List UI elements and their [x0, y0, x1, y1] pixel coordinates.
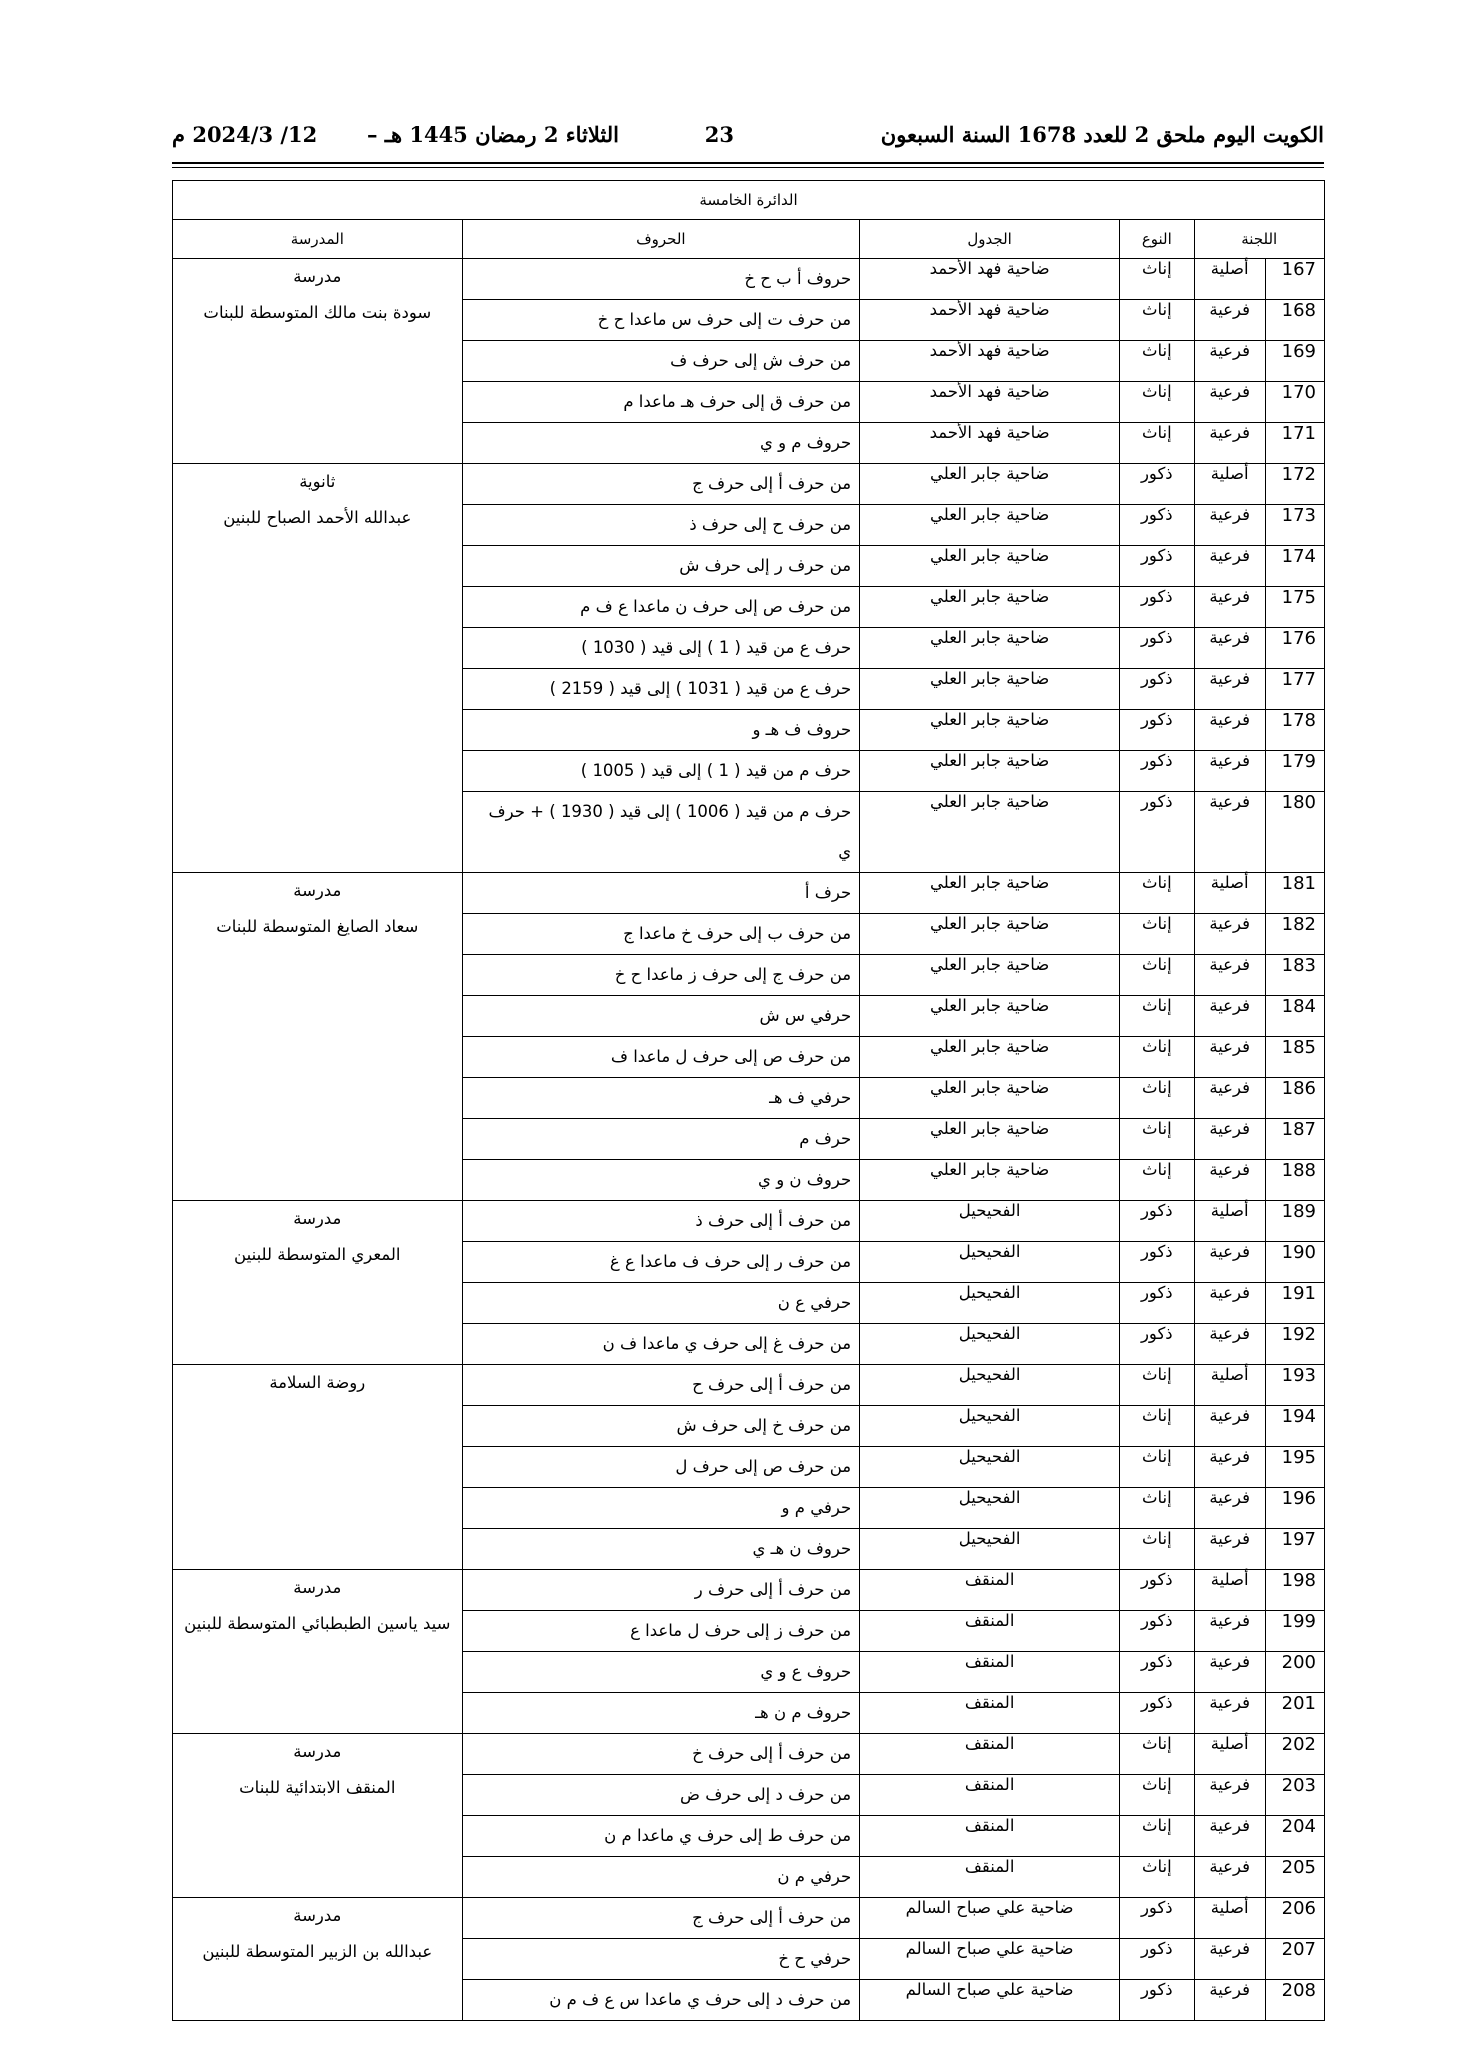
area-cell: ضاحية جابر العلي [860, 669, 1120, 710]
gender-cell: ذكور [1120, 464, 1194, 505]
committee-type: فرعية [1194, 996, 1265, 1037]
col-header-committee: اللجنة [1194, 220, 1324, 259]
committee-number: 191 [1265, 1283, 1324, 1324]
area-cell: ضاحية جابر العلي [860, 546, 1120, 587]
letters-cell: حرف ع من قيد ( 1031 ) إلى قيد ( 2159 ) [462, 669, 860, 710]
gender-cell: ذكور [1120, 628, 1194, 669]
area-cell: ضاحية جابر العلي [860, 792, 1120, 873]
committee-number: 198 [1265, 1570, 1324, 1611]
area-cell: ضاحية علي صباح السالم [860, 1980, 1120, 2021]
table-row [173, 1734, 1325, 1775]
committee-type: فرعية [1194, 1816, 1265, 1857]
committee-number: 208 [1265, 1980, 1324, 2021]
committee-number: 178 [1265, 710, 1324, 751]
committee-type: فرعية [1194, 300, 1265, 341]
committee-number: 179 [1265, 751, 1324, 792]
area-cell: ضاحية جابر العلي [860, 1119, 1120, 1160]
gender-cell: ذكور [1120, 1242, 1194, 1283]
area-cell: ضاحية جابر العلي [860, 1078, 1120, 1119]
committee-number: 181 [1265, 873, 1324, 914]
gender-cell: ذكور [1120, 1201, 1194, 1242]
area-cell: الفحيحيل [860, 1242, 1120, 1283]
area-cell: ضاحية جابر العلي [860, 710, 1120, 751]
area-cell: المنقف [860, 1611, 1120, 1652]
letters-cell: حرف م [462, 1119, 860, 1160]
committee-type: فرعية [1194, 1242, 1265, 1283]
gender-cell: إناث [1120, 1734, 1194, 1775]
committee-type: أصلية [1194, 1734, 1265, 1775]
committee-number: 190 [1265, 1242, 1324, 1283]
letters-cell: من حرف ب إلى حرف خ ماعدا ج [462, 914, 860, 955]
committee-type: فرعية [1194, 1529, 1265, 1570]
committee-type: فرعية [1194, 1775, 1265, 1816]
letters-cell: من حرف أ إلى حرف ج [462, 464, 860, 505]
gender-cell: ذكور [1120, 587, 1194, 628]
area-cell: الفحيحيل [860, 1324, 1120, 1365]
area-cell: الفحيحيل [860, 1283, 1120, 1324]
letters-cell: حروف ع و ي [462, 1652, 860, 1693]
letters-cell: حروف م و ي [462, 423, 860, 464]
gender-cell: إناث [1120, 1775, 1194, 1816]
school-cell [173, 1898, 463, 2021]
area-cell: ضاحية فهد الأحمد [860, 300, 1120, 341]
letters-cell: من حرف ح إلى حرف ذ [462, 505, 860, 546]
committee-number: 168 [1265, 300, 1324, 341]
gender-cell: إناث [1120, 873, 1194, 914]
committee-type: أصلية [1194, 259, 1265, 300]
committee-number: 193 [1265, 1365, 1324, 1406]
gender-cell: إناث [1120, 1406, 1194, 1447]
committee-type: أصلية [1194, 464, 1265, 505]
area-cell: ضاحية جابر العلي [860, 464, 1120, 505]
letters-cell: حروف ن و ي [462, 1160, 860, 1201]
col-header-letters: الحروف [462, 220, 860, 259]
letters-cell: من حرف د إلى حرف ي ماعدا س ع ف م ن [462, 1980, 860, 2021]
committee-type: فرعية [1194, 546, 1265, 587]
committee-type: فرعية [1194, 341, 1265, 382]
table-title: الدائرة الخامسة [173, 181, 1325, 220]
col-header-school: المدرسة [173, 220, 463, 259]
committee-type: فرعية [1194, 710, 1265, 751]
gender-cell: إناث [1120, 1037, 1194, 1078]
committee-number: 197 [1265, 1529, 1324, 1570]
committee-number: 182 [1265, 914, 1324, 955]
committee-type: فرعية [1194, 1939, 1265, 1980]
school-line-2: عبدالله بن الزبير المتوسطة للبنين [202, 1942, 433, 1961]
letters-cell: من حرف ص إلى حرف ل ماعدا ف [462, 1037, 860, 1078]
committee-number: 184 [1265, 996, 1324, 1037]
school-cell [173, 1365, 463, 1570]
header-rule [172, 162, 1324, 164]
area-cell: الفحيحيل [860, 1529, 1120, 1570]
gender-cell: إناث [1120, 1078, 1194, 1119]
table-row [173, 1570, 1325, 1611]
committee-type: فرعية [1194, 1119, 1265, 1160]
committees-table [172, 180, 1325, 2021]
school-line-1: ثانوية [299, 472, 336, 491]
letters-cell: حرفي س ش [462, 996, 860, 1037]
committee-number: 189 [1265, 1201, 1324, 1242]
committee-type: فرعية [1194, 587, 1265, 628]
letters-cell: من حرف ر إلى حرف ف ماعدا ع غ [462, 1242, 860, 1283]
gender-cell: إناث [1120, 300, 1194, 341]
gender-cell: إناث [1120, 259, 1194, 300]
letters-cell: من حرف أ إلى حرف ر [462, 1570, 860, 1611]
committee-number: 180 [1265, 792, 1324, 873]
letters-cell: من حرف ت إلى حرف س ماعدا ح خ [462, 300, 860, 341]
table-row [173, 873, 1325, 914]
committee-type: فرعية [1194, 1078, 1265, 1119]
committee-number: 188 [1265, 1160, 1324, 1201]
committee-number: 187 [1265, 1119, 1324, 1160]
gender-cell: إناث [1120, 423, 1194, 464]
school-line-2: المنقف الابتدائية للبنات [239, 1778, 396, 1797]
committee-number: 176 [1265, 628, 1324, 669]
letters-cell: حروف ن هـ ي [462, 1529, 860, 1570]
committee-number: 183 [1265, 955, 1324, 996]
committee-type: فرعية [1194, 792, 1265, 873]
gender-cell: ذكور [1120, 669, 1194, 710]
school-line-1: مدرسة [293, 1906, 342, 1925]
area-cell: المنقف [860, 1570, 1120, 1611]
letters-cell: من حرف ط إلى حرف ي ماعدا م ن [462, 1816, 860, 1857]
area-cell: ضاحية جابر العلي [860, 587, 1120, 628]
committee-type: فرعية [1194, 1611, 1265, 1652]
gender-cell: إناث [1120, 914, 1194, 955]
letters-cell: حرفي ف هـ [462, 1078, 860, 1119]
area-cell: ضاحية فهد الأحمد [860, 341, 1120, 382]
committee-type: فرعية [1194, 751, 1265, 792]
committee-type: فرعية [1194, 669, 1265, 710]
committee-number: 175 [1265, 587, 1324, 628]
letters-cell: حرف م من قيد ( 1006 ) إلى قيد ( 1930 ) + حرف ي [462, 792, 860, 873]
area-cell: المنقف [860, 1693, 1120, 1734]
committee-number: 186 [1265, 1078, 1324, 1119]
letters-cell: حرفي م و [462, 1488, 860, 1529]
gender-cell: إناث [1120, 382, 1194, 423]
committee-type: أصلية [1194, 1898, 1265, 1939]
area-cell: الفحيحيل [860, 1447, 1120, 1488]
school-cell [173, 259, 463, 464]
gender-cell: إناث [1120, 1857, 1194, 1898]
letters-cell: من حرف ش إلى حرف ف [462, 341, 860, 382]
gender-cell: ذكور [1120, 505, 1194, 546]
area-cell: ضاحية جابر العلي [860, 1037, 1120, 1078]
committee-number: 169 [1265, 341, 1324, 382]
school-line-1: مدرسة [293, 267, 342, 286]
committee-number: 202 [1265, 1734, 1324, 1775]
school-line-2: سودة بنت مالك المتوسطة للبنات [203, 303, 432, 322]
gender-cell: ذكور [1120, 751, 1194, 792]
gender-cell: إناث [1120, 1160, 1194, 1201]
gender-cell: ذكور [1120, 1611, 1194, 1652]
gender-cell: إناث [1120, 955, 1194, 996]
gender-cell: ذكور [1120, 1324, 1194, 1365]
letters-cell: حروف ف هـ و [462, 710, 860, 751]
committee-number: 204 [1265, 1816, 1324, 1857]
gender-cell: إناث [1120, 1119, 1194, 1160]
letters-cell: من حرف خ إلى حرف ش [462, 1406, 860, 1447]
area-cell: ضاحية جابر العلي [860, 914, 1120, 955]
area-cell: ضاحية جابر العلي [860, 955, 1120, 996]
area-cell: ضاحية علي صباح السالم [860, 1939, 1120, 1980]
area-cell: ضاحية علي صباح السالم [860, 1898, 1120, 1939]
col-header-area: الجدول [860, 220, 1120, 259]
committee-type: فرعية [1194, 1693, 1265, 1734]
committee-number: 205 [1265, 1857, 1324, 1898]
gregorian-date: 12/ 2024/3 م [172, 122, 318, 147]
committee-type: أصلية [1194, 873, 1265, 914]
gender-cell: ذكور [1120, 1898, 1194, 1939]
letters-cell: حرفي ح خ [462, 1939, 860, 1980]
letters-cell: من حرف ق إلى حرف هـ ماعدا م [462, 382, 860, 423]
committee-type: فرعية [1194, 382, 1265, 423]
committee-number: 167 [1265, 259, 1324, 300]
area-cell: المنقف [860, 1652, 1120, 1693]
letters-cell: حروف أ ب ح خ [462, 259, 860, 300]
table-row [173, 259, 1325, 300]
committee-number: 200 [1265, 1652, 1324, 1693]
letters-cell: من حرف د إلى حرف ض [462, 1775, 860, 1816]
hijri-date: الثلاثاء 2 رمضان 1445 هـ – [366, 122, 619, 147]
school-line-1: مدرسة [293, 881, 342, 900]
table-row [173, 1365, 1325, 1406]
area-cell: ضاحية فهد الأحمد [860, 259, 1120, 300]
gender-cell: إناث [1120, 1447, 1194, 1488]
committee-number: 194 [1265, 1406, 1324, 1447]
committee-number: 201 [1265, 1693, 1324, 1734]
school-line-2: عبدالله الأحمد الصباح للبنين [223, 508, 412, 527]
school-cell [173, 464, 463, 873]
school-cell [173, 1734, 463, 1898]
committee-type: فرعية [1194, 1324, 1265, 1365]
table-row [173, 1201, 1325, 1242]
gender-cell: ذكور [1120, 1980, 1194, 2021]
gender-cell: إناث [1120, 996, 1194, 1037]
committee-type: فرعية [1194, 628, 1265, 669]
committee-type: فرعية [1194, 1857, 1265, 1898]
table-row [173, 464, 1325, 505]
area-cell: ضاحية فهد الأحمد [860, 423, 1120, 464]
area-cell: الفحيحيل [860, 1201, 1120, 1242]
committee-number: 199 [1265, 1611, 1324, 1652]
committee-type: فرعية [1194, 1037, 1265, 1078]
area-cell: ضاحية جابر العلي [860, 873, 1120, 914]
gender-cell: إناث [1120, 1365, 1194, 1406]
gender-cell: إناث [1120, 1529, 1194, 1570]
gender-cell: ذكور [1120, 792, 1194, 873]
school-line-2: سيد ياسين الطبطبائي المتوسطة للبنين [184, 1614, 451, 1633]
area-cell: ضاحية جابر العلي [860, 1160, 1120, 1201]
committee-number: 195 [1265, 1447, 1324, 1488]
area-cell: ضاحية جابر العلي [860, 505, 1120, 546]
letters-cell: من حرف أ إلى حرف ح [462, 1365, 860, 1406]
letters-cell: حرف ع من قيد ( 1 ) إلى قيد ( 1030 ) [462, 628, 860, 669]
school-line-1: مدرسة [293, 1209, 342, 1228]
letters-cell: حرف أ [462, 873, 860, 914]
school-line-1: مدرسة [293, 1742, 342, 1761]
gender-cell: ذكور [1120, 1693, 1194, 1734]
table-body [173, 259, 1325, 2021]
gender-cell: ذكور [1120, 710, 1194, 751]
committee-number: 171 [1265, 423, 1324, 464]
committee-number: 203 [1265, 1775, 1324, 1816]
committee-type: فرعية [1194, 1283, 1265, 1324]
publication-title: الكويت اليوم ملحق 2 للعدد 1678 السنة السبعون [880, 122, 1324, 147]
area-cell: المنقف [860, 1775, 1120, 1816]
table-row [173, 1898, 1325, 1939]
area-cell: ضاحية جابر العلي [860, 751, 1120, 792]
committee-type: فرعية [1194, 1160, 1265, 1201]
letters-cell: من حرف ج إلى حرف ز ماعدا ح خ [462, 955, 860, 996]
letters-cell: من حرف ص إلى حرف ن ماعدا ع ف م [462, 587, 860, 628]
gender-cell: ذكور [1120, 1283, 1194, 1324]
committee-number: 192 [1265, 1324, 1324, 1365]
letters-cell: حرفي م ن [462, 1857, 860, 1898]
committee-type: أصلية [1194, 1570, 1265, 1611]
committee-type: فرعية [1194, 1980, 1265, 2021]
area-cell: الفحيحيل [860, 1406, 1120, 1447]
committee-number: 206 [1265, 1898, 1324, 1939]
school-line-2: سعاد الصايغ المتوسطة للبنات [216, 917, 419, 936]
gender-cell: إناث [1120, 341, 1194, 382]
area-cell: المنقف [860, 1857, 1120, 1898]
letters-cell: حرفي ع ن [462, 1283, 860, 1324]
area-cell: الفحيحيل [860, 1488, 1120, 1529]
letters-cell: من حرف أ إلى حرف ذ [462, 1201, 860, 1242]
area-cell: المنقف [860, 1816, 1120, 1857]
gender-cell: ذكور [1120, 1939, 1194, 1980]
col-header-gender: النوع [1120, 220, 1194, 259]
letters-cell: من حرف أ إلى حرف ج [462, 1898, 860, 1939]
letters-cell: من حرف أ إلى حرف خ [462, 1734, 860, 1775]
area-cell: المنقف [860, 1734, 1120, 1775]
committee-number: 174 [1265, 546, 1324, 587]
committee-number: 177 [1265, 669, 1324, 710]
school-cell [173, 1570, 463, 1734]
committee-number: 185 [1265, 1037, 1324, 1078]
area-cell: الفحيحيل [860, 1365, 1120, 1406]
letters-cell: من حرف غ إلى حرف ي ماعدا ف ن [462, 1324, 860, 1365]
committee-type: فرعية [1194, 914, 1265, 955]
committee-type: أصلية [1194, 1201, 1265, 1242]
committee-type: فرعية [1194, 1488, 1265, 1529]
page-header [172, 118, 1324, 158]
gender-cell: إناث [1120, 1488, 1194, 1529]
gender-cell: ذكور [1120, 1652, 1194, 1693]
letters-cell: من حرف ص إلى حرف ل [462, 1447, 860, 1488]
committee-number: 173 [1265, 505, 1324, 546]
letters-cell: من حرف ر إلى حرف ش [462, 546, 860, 587]
page-number: 23 [704, 122, 734, 147]
area-cell: ضاحية جابر العلي [860, 996, 1120, 1037]
school-cell [173, 873, 463, 1201]
school-line-2: المعري المتوسطة للبنين [234, 1245, 401, 1264]
gender-cell: إناث [1120, 1816, 1194, 1857]
committee-number: 170 [1265, 382, 1324, 423]
committee-type: فرعية [1194, 1406, 1265, 1447]
committee-number: 172 [1265, 464, 1324, 505]
letters-cell: من حرف ز إلى حرف ل ماعدا ع [462, 1611, 860, 1652]
committee-type: فرعية [1194, 423, 1265, 464]
committee-type: فرعية [1194, 1652, 1265, 1693]
gender-cell: ذكور [1120, 546, 1194, 587]
committee-type: أصلية [1194, 1365, 1265, 1406]
letters-cell: حروف م ن هـ [462, 1693, 860, 1734]
school-line-1: روضة السلامة [269, 1373, 366, 1392]
header-rule-thin [172, 167, 1324, 168]
committee-number: 196 [1265, 1488, 1324, 1529]
school-cell [173, 1201, 463, 1365]
committee-type: فرعية [1194, 955, 1265, 996]
committee-type: فرعية [1194, 505, 1265, 546]
gender-cell: ذكور [1120, 1570, 1194, 1611]
area-cell: ضاحية جابر العلي [860, 628, 1120, 669]
committee-number: 207 [1265, 1939, 1324, 1980]
area-cell: ضاحية فهد الأحمد [860, 382, 1120, 423]
school-line-1: مدرسة [293, 1578, 342, 1597]
committee-type: فرعية [1194, 1447, 1265, 1488]
letters-cell: حرف م من قيد ( 1 ) إلى قيد ( 1005 ) [462, 751, 860, 792]
